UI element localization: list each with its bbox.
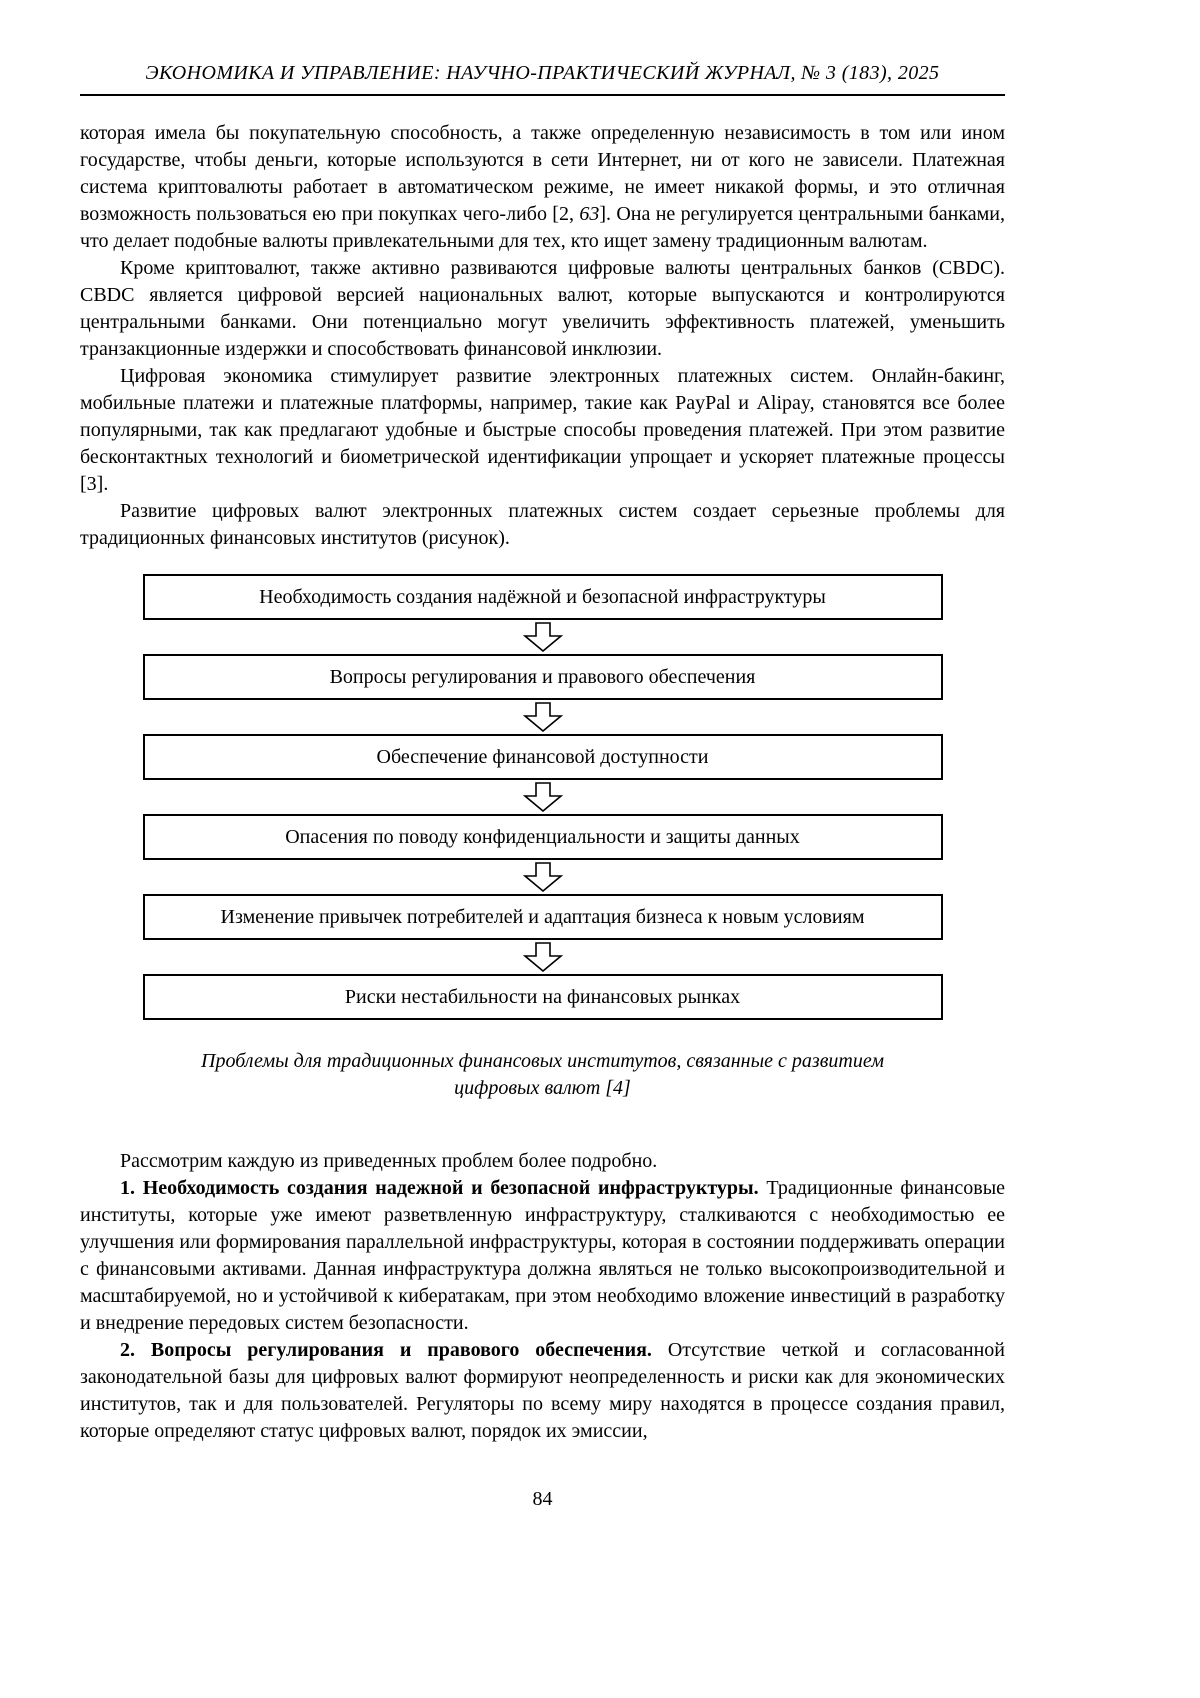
down-arrow-icon: [80, 862, 1005, 892]
header-rule: [80, 94, 1005, 96]
flow-box: Обеспечение финансовой доступности: [143, 734, 943, 780]
flow-box: Необходимость создания надёжной и безопасной инфраструктуры: [143, 574, 943, 620]
flow-box: Вопросы регулирования и правового обеспечения: [143, 654, 943, 700]
down-arrow-icon: [80, 782, 1005, 812]
text-run: Традиционные финансовые институты, которые уже имеют разветвленную инфраструктуру, сталкиваются с необходимостью ее улучшения или формирования параллельной инфраструктуры, которая в состоянии поддерживать операции с финансовыми активами. Данная инфраструктура должна являться не только высокопроизводительной и масштабируемой, но и устойчивой к кибератакам, при этом необходимо вложение инвестиций в разработку и внедрение передовых систем безопасности.: [80, 1177, 1006, 1334]
paragraph: [80, 363, 1005, 498]
article-text-top: [80, 120, 1005, 552]
text-run: Развитие цифровых валют электронных платежных систем создает серьезные проблемы для традиционных финансовых институтов (рисунок).: [80, 500, 1005, 549]
text-run: Цифровая экономика стимулирует развитие электронных платежных систем. Онлайн-бакинг, мобильные платежи и платежные платформы, например, такие как PayPal и Alipay, становятся все более популярными, так как предлагают удобные и быстрые способы проведения платежей. При этом развитие бесконтактных технологий и биометрической идентификации упрощает и ускоряет платежные процессы [3].: [80, 365, 1005, 495]
text-run: 1. Необходимость создания надежной и безопасной инфраструктуры.: [120, 1177, 759, 1199]
text-run: которая имела бы покупательную способность, а также определенную независимость в том или ином государстве, чтобы деньги, которые используются в сети Интернет, ни от кого не зависели. Платежная система криптовалюты работает в автоматическом режиме, не имеет никакой формы, и это отличная возможность пользоваться ею при покупках чего-либо [2,: [80, 122, 1005, 225]
flowchart: [80, 574, 1005, 1020]
text-run: Отсутствие четкой и согласованной законодательной базы для цифровых валют формируют неопределенность и риски как для экономических институтов, так и для пользователей. Регуляторы по всему миру находятся в процессе создания правил, которые определяют статус цифровых валют, порядок их эмиссии,: [80, 1339, 1005, 1442]
down-arrow-icon: [80, 702, 1005, 732]
caption-line-2: цифровых валют [4]: [454, 1077, 631, 1099]
text-run: 2. Вопросы регулирования и правового обеспечения.: [120, 1339, 652, 1361]
down-arrow-icon: [80, 622, 1005, 652]
paragraph: [80, 255, 1005, 363]
paragraph: [80, 498, 1005, 552]
paragraph: [80, 120, 1005, 255]
caption-line-1: Проблемы для традиционных финансовых институтов, связанные с развитием: [201, 1050, 884, 1072]
down-arrow-icon: [80, 942, 1005, 972]
flow-box: Опасения по поводу конфиденциальности и защиты данных: [143, 814, 943, 860]
page-number: 84: [532, 1488, 553, 1510]
text-run: Рассмотрим каждую из приведенных проблем более подробно.: [120, 1150, 658, 1172]
text-run: ]. Она не регулируется центральными банками, что делает подобные валюты привлекательными для тех, кто ищет замену традиционным валютам.: [80, 203, 1005, 252]
paragraph: [80, 1148, 1005, 1175]
page-footer: [80, 1488, 1005, 1511]
journal-title: ЭКОНОМИКА И УПРАВЛЕНИЕ: НАУЧНО-ПРАКТИЧЕСКИЙ ЖУРНАЛ, № 3 (183), 2025: [145, 62, 940, 84]
page-header: [80, 62, 1005, 96]
paragraph: [80, 1175, 1005, 1337]
text-run: 63: [579, 203, 600, 225]
figure-flowchart: [80, 574, 1005, 1102]
flow-box: Риски нестабильности на финансовых рынках: [143, 974, 943, 1020]
text-run: Кроме криптовалют, также активно развиваются цифровые валюты центральных банков (CBDC). CBDC является цифровой версией национальных валют, которые выпускаются и контролируются центральными банками. Они потенциально могут увеличить эффективность платежей, уменьшить транзакционные издержки и способствовать финансовой инклюзии.: [80, 257, 1005, 360]
flow-box: Изменение привычек потребителей и адаптация бизнеса к новым условиям: [143, 894, 943, 940]
paragraph: [80, 1337, 1005, 1445]
figure-caption: [80, 1048, 1005, 1102]
article-text-bottom: [80, 1148, 1005, 1445]
